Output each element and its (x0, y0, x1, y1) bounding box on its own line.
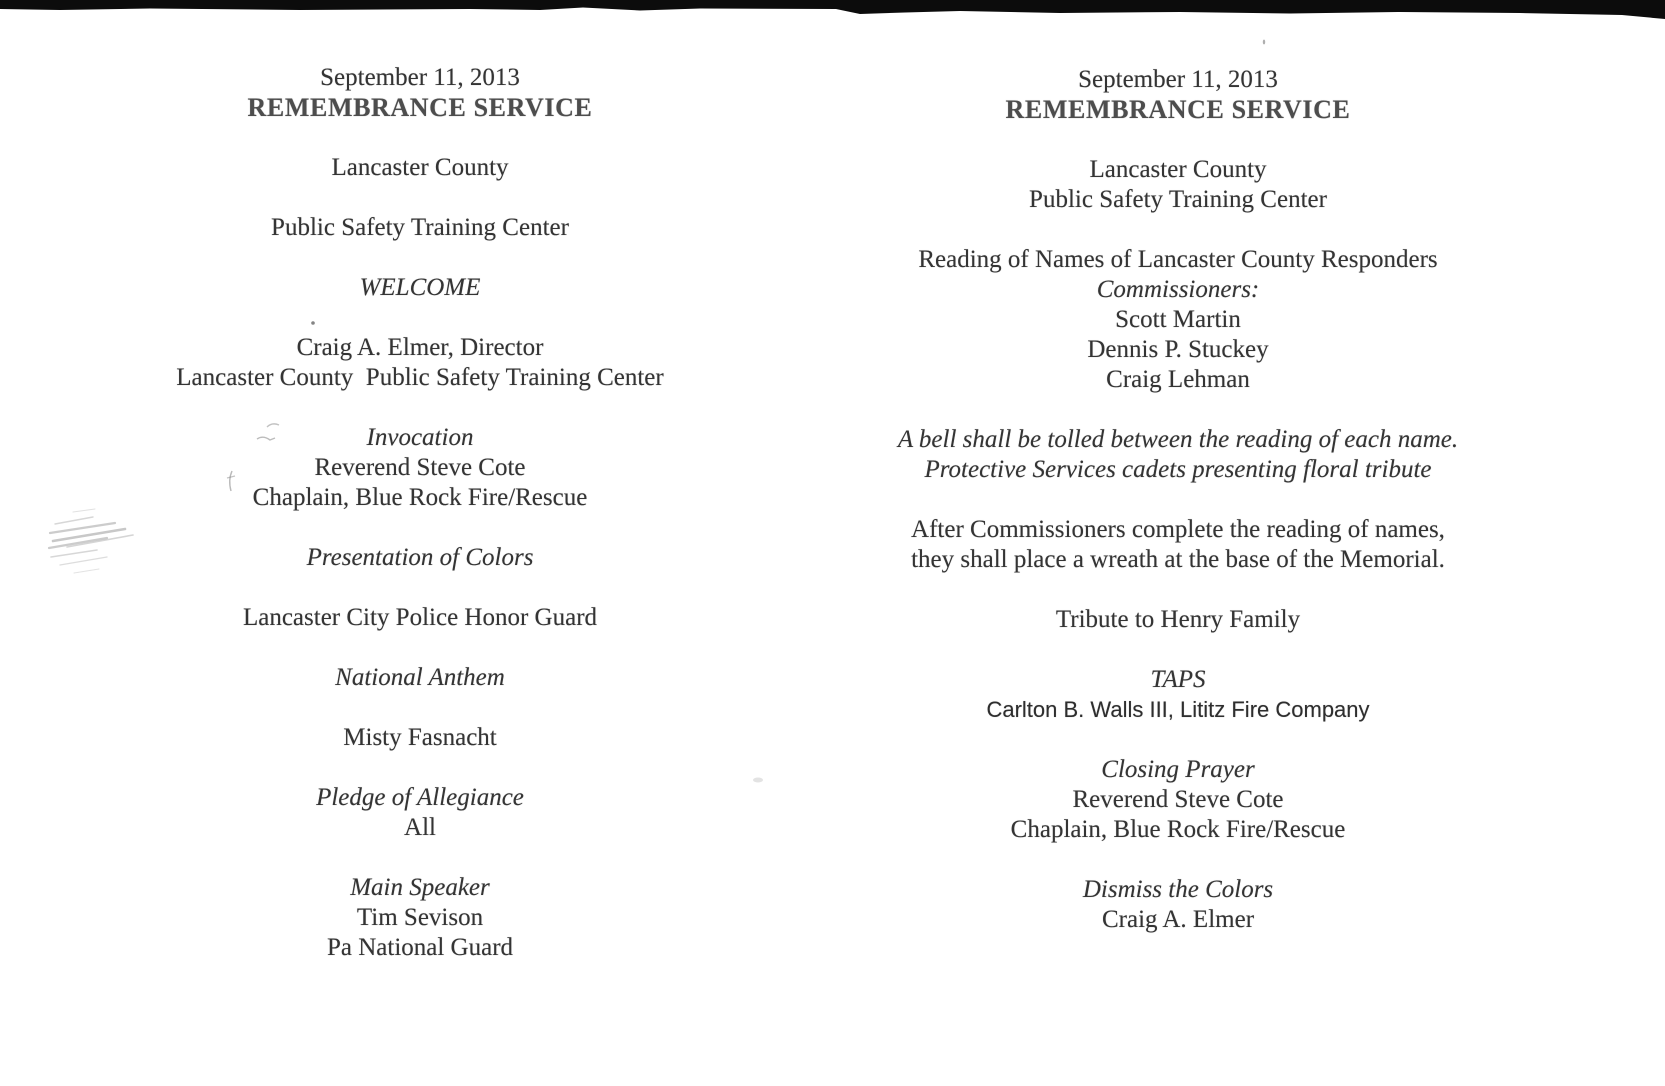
note-bell-tolled: A bell shall be tolled between the reading of each name. (897, 426, 1459, 453)
heading-closing-prayer: Closing Prayer (1101, 756, 1255, 783)
invocation-speaker-title: Chaplain, Blue Rock Fire/Rescue (252, 484, 588, 511)
commissioner-2: Dennis P. Stuckey (1087, 336, 1269, 363)
venue-center: Public Safety Training Center (1029, 186, 1327, 213)
commissioner-3: Craig Lehman (1106, 366, 1250, 393)
tribute-line: Tribute to Henry Family (1055, 606, 1301, 633)
heading-taps: TAPS (1150, 666, 1206, 693)
heading-main-speaker: Main Speaker (350, 874, 490, 901)
heading-dismiss-colors: Dismiss the Colors (1082, 876, 1274, 903)
anthem-performer: Misty Fasnacht (343, 724, 497, 751)
heading-pledge: Pledge of Allegiance (316, 784, 524, 811)
welcome-speaker: Craig A. Elmer, Director (296, 334, 544, 361)
closing-speaker-title: Chaplain, Blue Rock Fire/Rescue (1010, 816, 1346, 843)
closing-speaker: Reverend Steve Cote (1072, 786, 1284, 813)
heading-presentation-of-colors: Presentation of Colors (306, 544, 534, 571)
colors-unit: Lancaster City Police Honor Guard (242, 604, 598, 631)
main-speaker-org: Pa National Guard (326, 934, 514, 961)
venue-county: Lancaster County (1089, 156, 1267, 183)
venue-county: Lancaster County (331, 154, 509, 181)
left-page (0, 63, 840, 963)
note-wreath-line-2: they shall place a wreath at the base of the Memorial. (911, 546, 1445, 573)
heading-welcome: WELCOME (359, 274, 481, 301)
venue-center: Public Safety Training Center (271, 214, 569, 241)
date-line: September 11, 2013 (320, 64, 520, 91)
note-floral-tribute: Protective Services cadets presenting floral tribute (924, 456, 1432, 483)
service-title: REMEMBRANCE SERVICE (247, 93, 593, 122)
heading-national-anthem: National Anthem (335, 664, 505, 691)
scan-edge-bar (0, 0, 1665, 22)
main-speaker-name: Tim Sevison (356, 904, 484, 931)
heading-invocation: Invocation (366, 424, 474, 451)
note-wreath-line-1: After Commissioners complete the reading of names, (911, 516, 1445, 543)
welcome-speaker-org: Lancaster County Public Safety Training Center (176, 364, 664, 391)
scan-dot-top (1261, 38, 1267, 46)
invocation-speaker: Reverend Steve Cote (314, 454, 526, 481)
date-line: September 11, 2013 (1078, 66, 1278, 93)
pledge-by: All (404, 814, 436, 841)
taps-performer: Carlton B. Walls III, Lititz Fire Company (986, 697, 1370, 722)
right-page (828, 65, 1528, 935)
heading-reading-of-names: Reading of Names of Lancaster County Responders (918, 246, 1438, 273)
dismiss-by: Craig A. Elmer (1101, 906, 1255, 933)
commissioners-label: Commissioners: (1096, 276, 1260, 303)
service-title: REMEMBRANCE SERVICE (1005, 95, 1351, 124)
commissioner-1: Scott Martin (1115, 306, 1241, 333)
